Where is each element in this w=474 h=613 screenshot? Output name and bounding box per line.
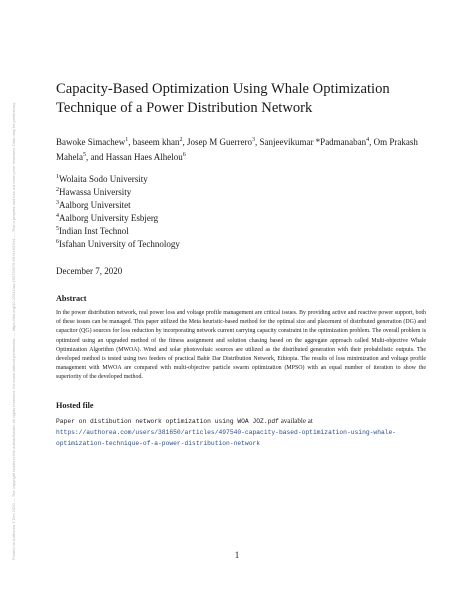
- author-4: Sanjeevikumar *Padmanaban$^4$: [259, 137, 370, 147]
- author-3: Josep M Guerrero$^3$: [186, 137, 255, 147]
- paper-page: [56, 80, 426, 449]
- affiliation-1: $^1$Wolaita Sodo University: [56, 174, 148, 184]
- author-1: Bawoke Simachew$^1$: [56, 137, 129, 147]
- author-list: Bawoke Simachew$^1$, baseem khan$^2$, Josep M Guerrero$^3$, Sanjeevikumar *Padmanaban$^4$, Om Prakash Mahela$^5$, and Hassan Haes Alhelou$^6$: [56, 137, 418, 162]
- publication-date: December 7, 2020: [56, 266, 123, 276]
- paper-title: Capacity-Based Optimization Using Whale Optimization Technique of a Power Distribution Network: [56, 81, 390, 116]
- author-2: baseem khan$^2$: [132, 137, 183, 147]
- page-number: 1: [234, 550, 240, 560]
- hosted-file-heading: Hosted file: [56, 400, 94, 410]
- hosted-filename: Paper on distibution network optimization using WOA JOZ.pdf: [56, 417, 279, 425]
- affiliation-6: $^6$Isfahan University of Technology: [56, 239, 180, 249]
- hosted-file-paragraph: [56, 416, 426, 449]
- affiliation-4: $^4$Aalborg University Esbjerg: [56, 213, 159, 223]
- affiliation-3: $^3$Aalborg Universitet: [56, 200, 131, 210]
- abstract-heading: Abstract: [56, 294, 87, 303]
- abstract-text: In the power distribution network, real power loss and voltage profile management are critical issues. By providing active and reactive power support, both of these issues can be managed. This paper utilized the Meta heuristic-based method for the optimal size and placement of distributed generation (DG) and capacitor (QG) sources for loss reduction by incorporating network current carrying capacity constraint in the optimization problem. The overall problem is optimized using an upgraded method of the fitness assignment and solution chasing based on the aggregate approach called Multi-objective Whale Optimization Algorithm (MWOA). Wind and solar photovoltaic sources are utilized as the distributed generation with their probabilistic outputs. The developed method is tested using two feeders of practical Bahir Dar Distribution Network, Ethiopia. The results of loss minimization and voltage profile management with MWOA are compared with multi-objective particle swarm optimization (MPSO) with an equal number of iteration to show the superiority of the developed method.: [56, 310, 426, 381]
- side-preprint-stamp: [6, 40, 16, 560]
- affiliation-5: $^5$Indian Inst Technol: [56, 226, 129, 236]
- affiliation-2: $^2$Hawassa University: [56, 187, 132, 197]
- affiliation-list: [56, 172, 426, 250]
- hosted-available-at: available at: [280, 416, 313, 425]
- side-stamp-text: Posted on Authorea 7 Dec 2020 — The copyright holder is the author/funder. All rights reserved. No reuse without permission. — https://doi.org/10.22541/au.160733976.69741637/v1 — This a preprint and has not been peer reviewed. Data may be preliminary.: [11, 101, 16, 560]
- author-5: Om Prakash Mahela$^5$: [56, 137, 418, 162]
- author-6: Hassan Haes Alhelou$^6$: [105, 152, 186, 162]
- hosted-file-link[interactable]: https://authorea.com/users/381650/articles/497540-capacity-based-optimization-using-whale-optimization-technique-of-a-power-distribution-network: [56, 428, 397, 447]
